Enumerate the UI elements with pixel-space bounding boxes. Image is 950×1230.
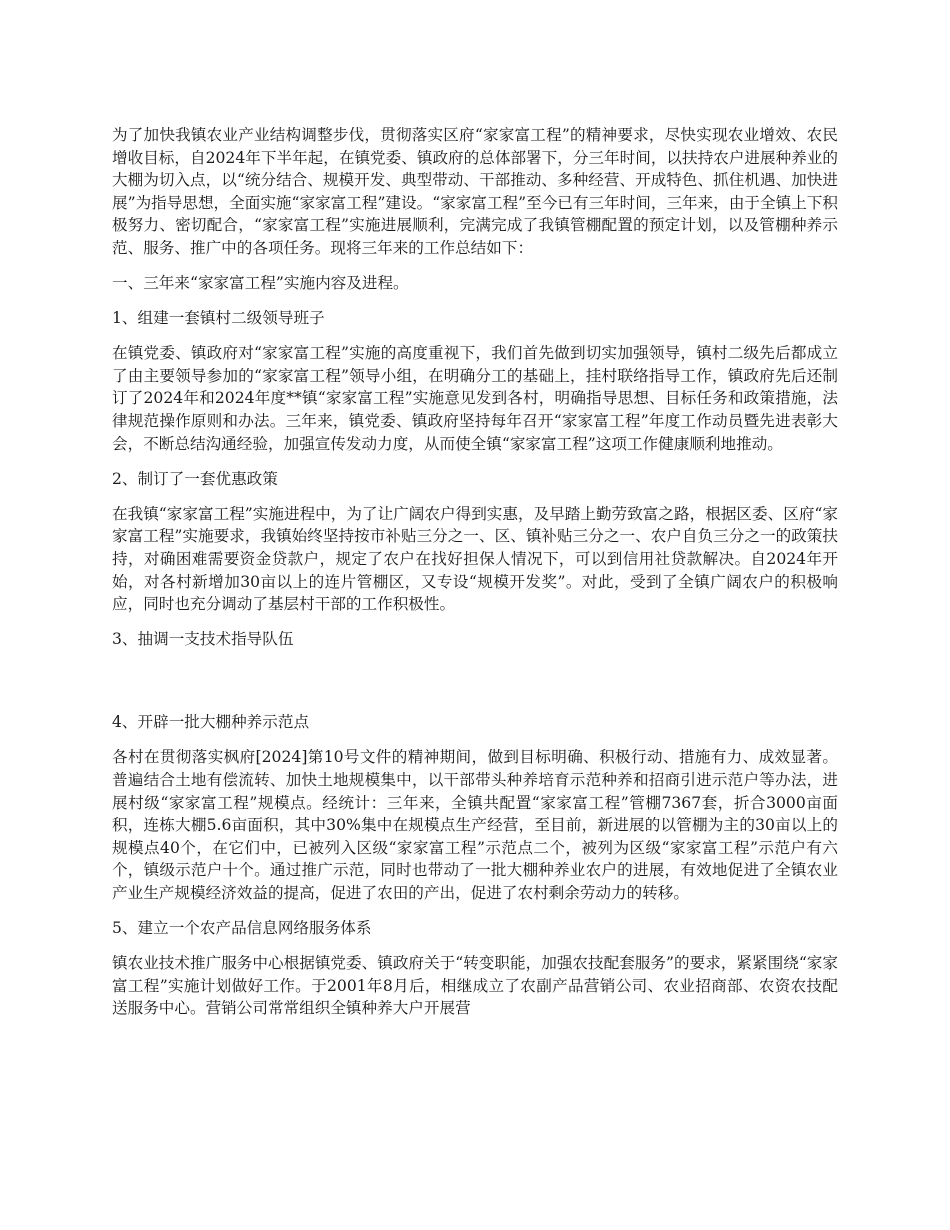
paragraph-demo-points: 各村在贯彻落实枫府[2024]第10号文件的精神期间，做到目标明确、积极行动、措施有力、成效显著。普遍结合土地有偿流转、加快土地规模集中，以干部带头种养培育示范种养和招商引进示范户等办法，进展村级“家家富工程”规模点。经统计：三年来，全镇共配置“家家富工程”管棚7367套，折合3000亩面积，连栋大棚5.6亩面积，其中30%集中在规模点生产经营，至目前，新进展的以管棚为主的30亩以上的规模点40个，在它们中，已被列入区级“家家富工程”示范点二个，被列为区级“家家富工程”示范户有六个，镇级示范户十个。通过推广示范，同时也带动了一批大棚种养业农户的进展，有效地促进了全镇农业产业生产规模经济效益的提高，促进了农田的产出，促进了农村剩余劳动力的转移。 bbox=[112, 748, 838, 903]
subheading-policy: 2、制订了一套优惠政策 bbox=[112, 469, 278, 488]
subheading-demo-points: 4、开辟一批大棚种养示范点 bbox=[112, 713, 310, 732]
paragraph-info-network: 镇农业技术推广服务中心根据镇党委、镇政府关于“转变职能，加强农技配套服务”的要求，紧紧围绕“家家富工程”实施计划做好工作。于2001年8月后，相继成立了农副产品营销公司、农业招商部、农资农技配送服务中心。营销公司常常组织全镇种养大户开展营 bbox=[112, 954, 838, 1018]
section-heading-overview: 一、三年来“家家富工程”实施内容及进程。 bbox=[112, 274, 409, 293]
paragraph-policy: 在我镇“家家富工程”实施进程中，为了让广阔农户得到实惠，及早踏上勤劳致富之路，根据区委、区府“家家富工程”实施要求，我镇始终坚持按市补贴三分之一、区、镇补贴三分之一、农户自负三分之一的政策扶持，对确困难需要资金贷款户，规定了农户在找好担保人情况下，可以到信用社贷款解决。自2024年开始，对各村新增加30亩以上的连片管棚区，又专设“规模开发奖”。对此，受到了全镇广阔农户的积极响应，同时也充分调动了基层村干部的工作积极性。 bbox=[112, 504, 838, 614]
subheading-tech-team: 3、抽调一支技术指导队伍 bbox=[112, 630, 294, 649]
intro-paragraph: 为了加快我镇农业产业结构调整步伐，贯彻落实区府“家家富工程”的精神要求，尽快实现农业增效、农民增收目标，自2024年下半年起，在镇党委、镇政府的总体部署下，分三年时间，以扶持农户进展种养业的大棚为切入点，以“统分结合、规模开发、典型带动、干部推动、多种经营、开成特色、抓住机遇、加快进展”为指导思想，全面实施“家家富工程”建设。“家家富工程”至今已有三年时间，三年来，由于全镇上下积极努力、密切配合，“家家富工程”实施进展顺利，完满完成了我镇管棚配置的预定计划，以及管棚种养示范、服务、推广中的各项任务。现将三年来的工作总结如下： bbox=[112, 126, 838, 257]
subheading-leadership: 1、组建一套镇村二级领导班子 bbox=[112, 309, 325, 328]
subheading-info-network: 5、建立一个农产品信息网络服务体系 bbox=[112, 919, 372, 938]
blank-gap bbox=[112, 663, 838, 711]
document-body bbox=[112, 124, 838, 1033]
paragraph-leadership: 在镇党委、镇政府对“家家富工程”实施的高度重视下，我们首先做到切实加强领导，镇村二级先后都成立了由主要领导参加的“家家富工程”领导小组，在明确分工的基础上，挂村联络指导工作，镇政府先后还制订了2024年和2024年度**镇“家家富工程”实施意见发到各村，明确指导思想、目标任务和政策措施，法律规范操作原则和办法。三年来，镇党委、镇政府坚持每年召开“家家富工程”年度工作动员暨先进表彰大会，不断总结沟通经验，加强宣传发动力度，从而使全镇“家家富工程”这项工作健康顺利地推动。 bbox=[112, 344, 838, 453]
